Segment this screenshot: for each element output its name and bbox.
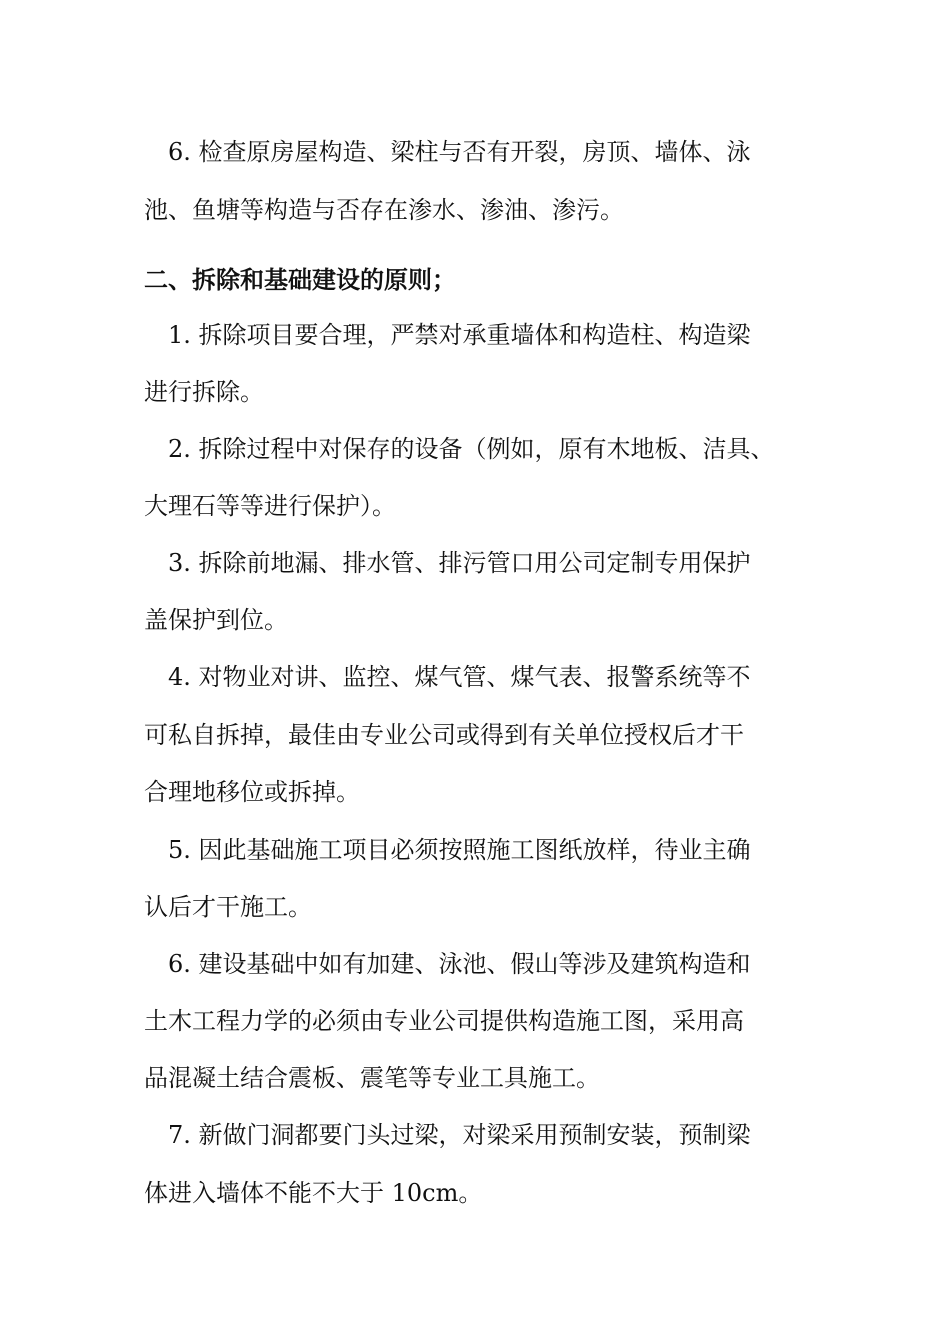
item-5-line-1: 5. 因此基础施工项目必须按照施工图纸放样，待业主确: [168, 836, 751, 864]
item-3-line-1: 3. 拆除前地漏、排水管、排污管口用公司定制专用保护: [168, 549, 751, 577]
item-6-inspection-line-2: 池、鱼塘等构造与否存在渗水、渗油、渗污。: [144, 196, 624, 224]
item-3-line-2: 盖保护到位。: [144, 606, 288, 634]
item-2-line-2: 大理石等等进行保护）。: [144, 492, 396, 520]
item-4-line-1: 4. 对物业对讲、监控、煤气管、煤气表、报警系统等不: [168, 663, 751, 691]
item-7-line-2: 体进入墙体不能不大于 10cm。: [144, 1179, 483, 1207]
item-6-construction-line-2: 土木工程力学的必须由专业公司提供构造施工图，采用高: [144, 1007, 744, 1035]
item-5-line-2: 认后才干施工。: [144, 893, 312, 921]
item-6-construction-line-1: 6. 建设基础中如有加建、泳池、假山等涉及建筑构造和: [168, 950, 751, 978]
item-1-line-1: 1. 拆除项目要合理，严禁对承重墙体和构造柱、构造梁: [168, 321, 751, 349]
item-2-line-1: 2. 拆除过程中对保存的设备（例如，原有木地板、洁具、: [168, 435, 775, 463]
item-6-inspection-line-1: 6. 检查原房屋构造、梁柱与否有开裂，房顶、墙体、泳: [168, 138, 751, 166]
section-heading-demolition: 二、拆除和基础建设的原则；: [144, 266, 456, 294]
item-7-line-1: 7. 新做门洞都要门头过梁，对梁采用预制安装，预制梁: [168, 1121, 751, 1149]
item-1-line-2: 进行拆除。: [144, 378, 264, 406]
item-4-line-2: 可私自拆掉，最佳由专业公司或得到有关单位授权后才干: [144, 721, 744, 749]
item-6-construction-line-3: 品混凝土结合震板、震笔等专业工具施工。: [144, 1064, 600, 1092]
item-4-line-3: 合理地移位或拆掉。: [144, 778, 360, 806]
